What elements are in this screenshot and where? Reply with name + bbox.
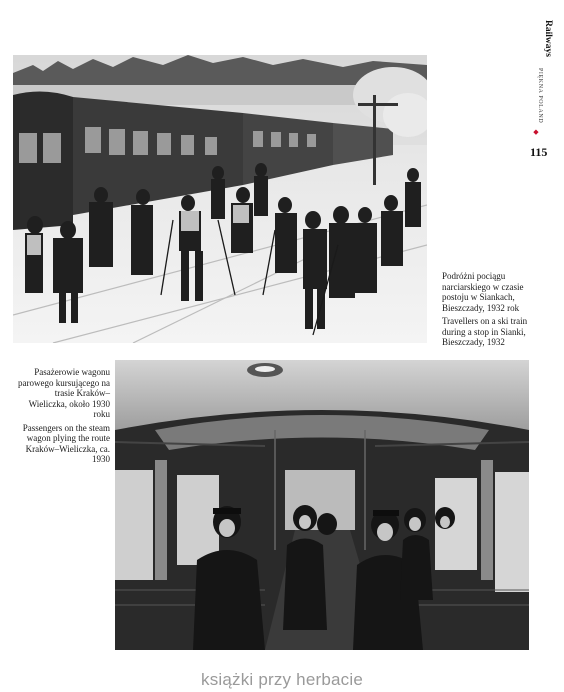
watermark: książki przy herbacie [201,670,363,689]
ski-train-photo [13,55,427,343]
caption-english: Travellers on a ski train during a stop in Sianki, Bieszczady, 1932 [442,316,528,347]
ski-train-illustration [13,55,427,343]
caption-polish: Podróżni pociągu narciarskiego w czasie postoju w Siankach, Bieszczady, 1932 rok [442,271,524,313]
section-title: Railways [543,20,553,57]
caption-english: Passengers on the steam wagon plying the route Kraków–Wieliczka, ca. 1930 [22,422,110,464]
wagon-photo-caption [18,367,110,468]
wagon-interior-illustration [115,360,529,650]
steam-wagon-interior-photo [115,360,529,650]
page-number: 115 [530,145,548,159]
diamond-icon: ◆ [532,128,540,136]
ski-photo-caption [442,271,542,351]
running-head [531,20,553,140]
caption-polish: Pasażerowie wagonu parowego kursującego na trasie Kraków–Wieliczka, około 1930 roku [18,367,110,419]
book-title: PIĘKNA POLAND [537,68,543,124]
